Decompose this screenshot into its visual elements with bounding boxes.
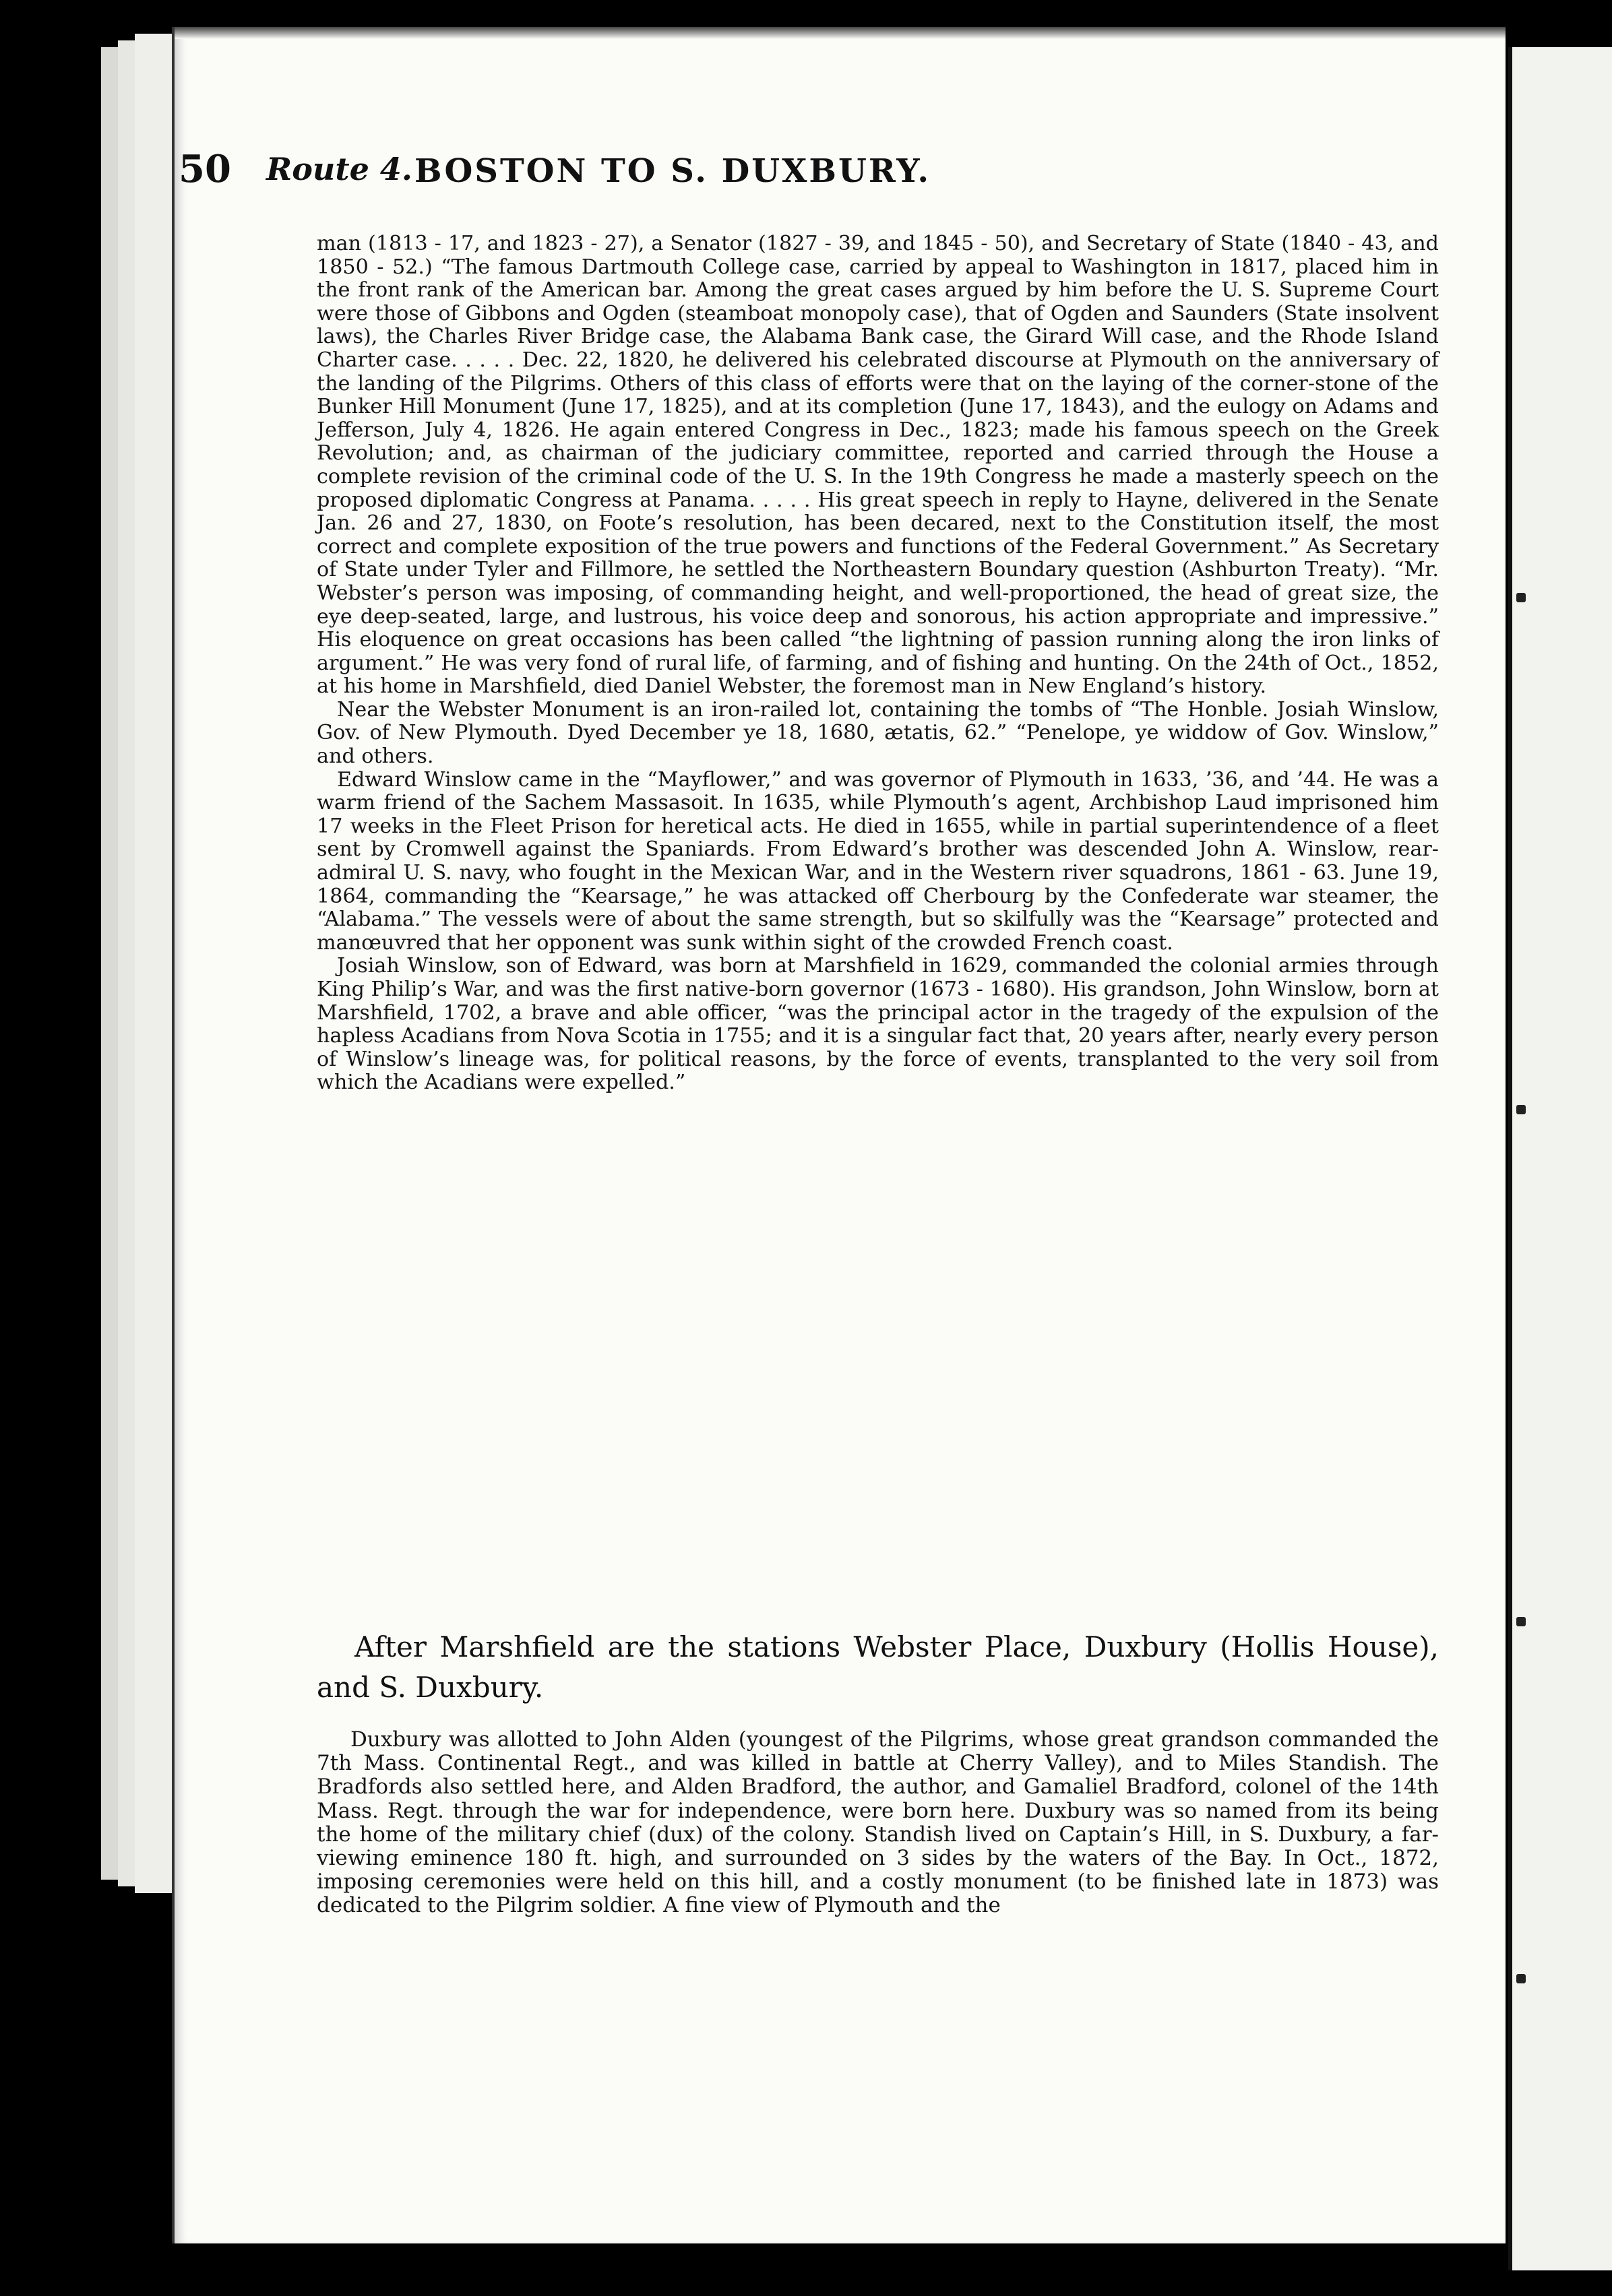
running-header	[179, 147, 1446, 201]
page-mark	[1516, 1974, 1526, 1983]
paragraph-duxbury: Duxbury was allotted to John Alden (youngest of the Pilgrims, whose great grandson commanded the 7th Mass. Continental Regt., and was killed in battle at Cherry Valley), and to Miles Standish. The Bradfords also settled here, and Alden Bradford, the author, and Gamaliel Bradford, colonel of the 14th Mass. Regt. through the war for independence, were born here. Duxbury was so named from its being the home of the military chief (dux) of the colony. Standish lived on Captain’s Hill, in S. Duxbury, a far-viewing eminence 180 ft. high, and surrounded on 3 sides by the waters of the Bay. In Oct., 1872, imposing ceremonies were held on this hill, and a costly monument (to be finished late in 1873) was dedicated to the Pilgrim soldier. A fine view of Plymouth and the	[317, 1727, 1439, 1918]
bottom-shadow	[172, 2243, 1506, 2296]
page-mark	[1516, 593, 1526, 602]
page-mark	[1516, 1105, 1526, 1114]
route-label: Route 4.	[266, 151, 412, 187]
next-page-edge	[1508, 47, 1612, 2270]
page-mark	[1516, 1617, 1526, 1626]
paragraph-stations: After Marshfield are the stations Webster Place, Duxbury (Hollis House), and S. Duxbury.	[317, 1630, 1439, 1704]
paragraph-josiah-winslow: Josiah Winslow, son of Edward, was born at Marshfield in 1629, commanded the colonial armies through King Philip’s War, and was the first native-born governor (1673 - 1680). His grandson, John Winslow, born at Marshfield, 1702, a brave and able officer, “was the principal actor in the tragedy of the expulsion of the hapless Acadians from Nova Scotia in 1755; and it is a singular fact that, 20 years after, nearly every person of Winslow’s lineage was, for political reasons, by the force of events, transplanted to the very soil from which the Acadians were expelled.”	[317, 954, 1439, 1095]
running-title: BOSTON TO S. DUXBURY.	[414, 152, 931, 190]
page-top-shadow	[175, 27, 1506, 39]
paragraph-edward-winslow: Edward Winslow came in the “Mayflower,” and was governor of Plymouth in 1633, ’36, and ’44. He was a warm friend of the Sachem Massasoit. In 1635, while Plymouth’s agent, Archbishop Laud imprisoned him 17 weeks in the Fleet Prison for heretical acts. He died in 1655, while in partial superintendence of a fleet sent by Cromwell against the Spaniards. From Edward’s brother was descended John A. Winslow, rear-admiral U. S. navy, who fought in the Mexican War, and in the Western river squadrons, 1861 - 63. June 19, 1864, commanding the “Kearsage,” he was attacked off Cherbourg by the Confederate war steamer, the “Alabama.” The vessels were of about the same strength, but so skilfully was the “Kearsage” protected and manœuvred that her opponent was sunk within sight of the crowded French coast.	[317, 767, 1439, 955]
paragraph-webster: man (1813 - 17, and 1823 - 27), a Senator (1827 - 39, and 1845 - 50), and Secretary of State (1840 - 43, and 1850 - 52.) “The famous Dartmouth College case, carried by appeal to Washington in 1817, placed him in the front rank of the American bar. Among the great cases argued by him before the U. S. Supreme Court were those of Gibbons and Ogden (steamboat monopoly case), that of Ogden and Saunders (State insolvent laws), the Charles River Bridge case, the Alabama Bank case, the Girard Will case, and the Rhode Island Charter case. . . . . Dec. 22, 1820, he delivered his celebrated discourse at Plymouth on the anniversary of the landing of the Pilgrims. Others of this class of efforts were that on the laying of the corner-stone of the Bunker Hill Monument (June 17, 1825), and at its completion (June 17, 1843), and the eulogy on Adams and Jefferson, July 4, 1826. He again entered Congress in Dec., 1823; made his famous speech on the Greek Revolution; and, as chairman of the judiciary committee, reported and carried through the House a complete revision of the criminal code of the U. S. In the 19th Congress he made a masterly speech on the proposed diplomatic Congress at Panama. . . . . His great speech in reply to Hayne, delivered in the Senate Jan. 26 and 27, 1830, on Foote’s resolution, has been decared, next to the Constitution itself, the most correct and complete exposition of the true powers and functions of the Federal Government.” As Secretary of State under Tyler and Fillmore, he settled the Northeastern Boundary question (Ashburton Treaty). “Mr. Webster’s person was imposing, of commanding height, and well-proportioned, the head of great size, the eye deep-seated, large, and lustrous, his voice deep and sonorous, his action appropriate and impressive.” His eloquence on great occasions has been called “the lightning of passion running along the iron links of argument.” He was very fond of rural life, of farming, and of fishing and hunting. On the 24th of Oct., 1852, at his home in Marshfield, died Daniel Webster, the foremost man in New England’s history.	[317, 232, 1439, 699]
page-number: 50	[179, 147, 231, 191]
stations-text	[317, 1627, 1439, 1708]
paragraph-webster-monument: Near the Webster Monument is an iron-railed lot, containing the tombs of “The Honble. Josiah Winslow, Gov. of New Plymouth. Dyed December ye 18, 1680, ætatis, 62.” “Penelope, ye widdow of Gov. Winslow,” and others.	[317, 697, 1439, 769]
duxbury-text	[317, 1728, 1439, 1918]
main-text	[317, 232, 1439, 1095]
